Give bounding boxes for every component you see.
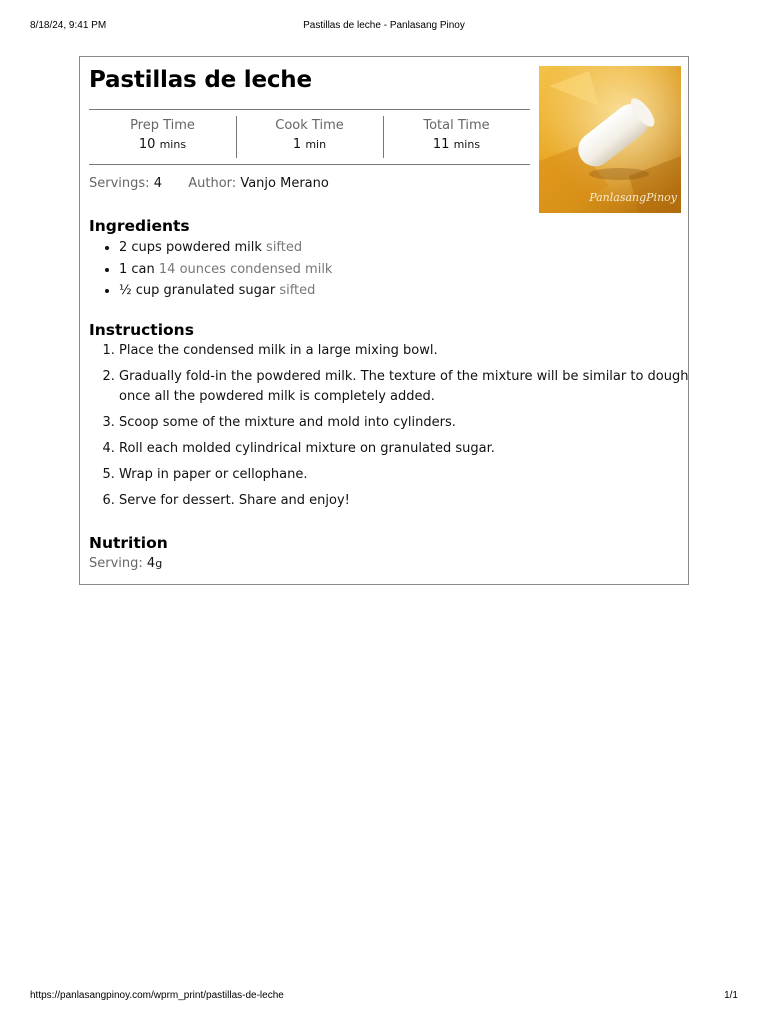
total-time-label: Total Time: [423, 118, 490, 133]
cook-time-value: 1 min: [292, 137, 327, 152]
ingredient-item: • 2 cups powdered milk sifted: [119, 237, 332, 259]
nutrition-label: Serving:: [89, 556, 143, 571]
cook-time: [236, 110, 383, 164]
print-page-title: Pastillas de leche - Panlasang Pinoy: [303, 20, 465, 31]
svg-text:PanlasangPinoy: PanlasangPinoy: [589, 191, 677, 204]
print-datetime: 8/18/24, 9:41 PM: [30, 20, 107, 31]
prep-time-value: 10 mins: [138, 137, 187, 152]
ingredient-item: • 1 can 14 ounces condensed milk: [119, 259, 332, 281]
cook-time-label: Cook Time: [275, 118, 344, 133]
prep-time: [89, 110, 236, 164]
servings-value: 4: [153, 176, 162, 191]
instruction-step: 3. Scoop some of the mixture and mold into cylinders.: [119, 413, 709, 433]
recipe-meta: [89, 176, 329, 191]
pastillas-photo-image: [539, 66, 681, 213]
instructions-list: [89, 341, 709, 517]
total-time-value: 11 mins: [432, 137, 481, 152]
print-footer: [30, 990, 738, 1004]
recipe-times: [89, 109, 530, 165]
servings-label: Servings:: [89, 176, 150, 191]
instruction-step: 4. Roll each molded cylindrical mixture on granulated sugar.: [119, 439, 709, 459]
author-label: Author:: [188, 176, 237, 191]
prep-time-label: Prep Time: [130, 118, 195, 133]
print-url: https://panlasangpinoy.com/wprm_print/pastillas-de-leche: [30, 990, 284, 1001]
instruction-step: 6. Serve for dessert. Share and enjoy!: [119, 491, 709, 511]
nutrition-heading: Nutrition: [89, 534, 168, 552]
author-value: Vanjo Merano: [240, 176, 329, 191]
print-page-count: 1/1: [724, 990, 738, 1001]
recipe-photo: [539, 66, 681, 213]
ingredient-item: • ½ cup granulated sugar sifted: [119, 280, 332, 302]
recipe-title: Pastillas de leche: [89, 67, 312, 93]
instruction-step: 2. Gradually fold-in the powdered milk. The texture of the mixture will be similar to dough once all the powdered milk is completely added.: [119, 367, 709, 407]
instruction-step: 5. Wrap in paper or cellophane.: [119, 465, 709, 485]
instructions-heading: Instructions: [89, 321, 194, 339]
total-time: [383, 110, 530, 164]
instruction-step: 1. Place the condensed milk in a large mixing bowl.: [119, 341, 709, 361]
nutrition-value: 4g: [146, 556, 163, 571]
ingredients-heading: Ingredients: [89, 217, 190, 235]
recipe-card: [79, 56, 689, 585]
nutrition-serving: [89, 556, 162, 571]
ingredients-list: [89, 237, 332, 302]
print-header: [30, 20, 738, 34]
